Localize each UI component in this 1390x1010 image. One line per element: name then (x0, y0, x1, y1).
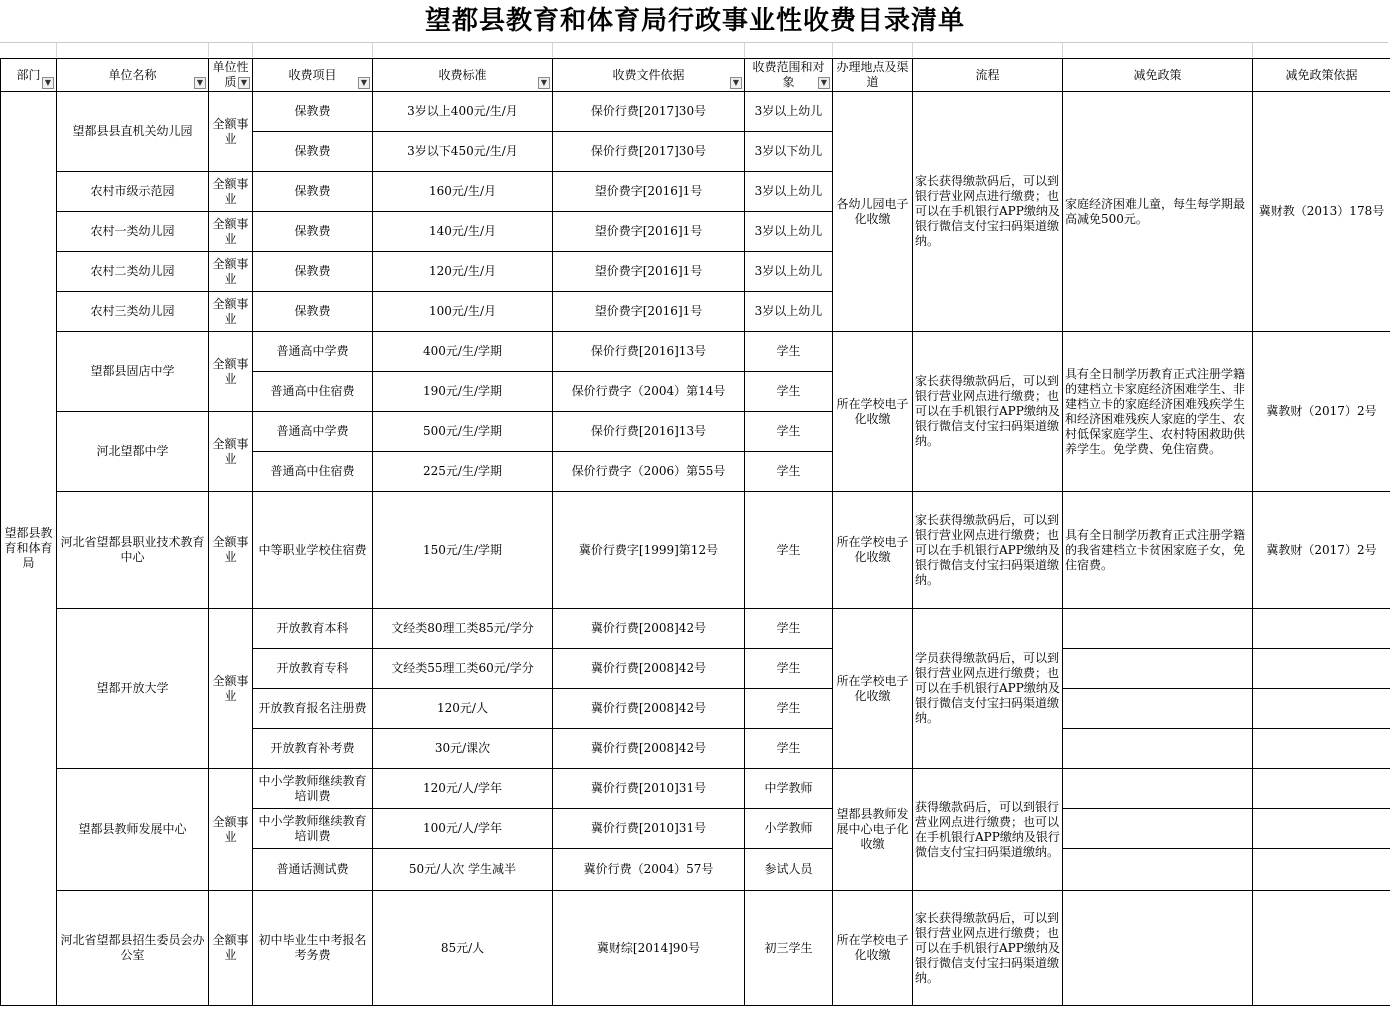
item-cell[interactable]: 普通高中住宿费 (253, 452, 373, 492)
basis-cell[interactable]: 冀价行费[2008]42号 (553, 729, 745, 769)
table-row (1, 492, 1390, 609)
scope-cell[interactable]: 学生 (745, 729, 833, 769)
standard-cell[interactable]: 85元/人 (373, 891, 553, 1006)
basis-cell[interactable]: 保价行费[2017]30号 (553, 132, 745, 172)
relief-basis-cell[interactable]: 冀财教（2013）178号 (1253, 92, 1390, 332)
unit-cell[interactable]: 河北省望都县职业技术教育中心 (57, 492, 209, 609)
unit-cell[interactable]: 望都开放大学 (57, 609, 209, 769)
relief-cell[interactable]: 具有全日制学历教育正式注册学籍的建档立卡家庭经济困难学生、非建档立卡的家庭经济困难残疾学生和经济困难残疾人家庭的学生、农村低保家庭学生、农村特困救助供养学生。免学费、免住宿费。 (1063, 332, 1253, 492)
header-nature[interactable]: 单位性质 ▼ (209, 59, 253, 92)
nature-cell[interactable]: 全额事业 (209, 92, 253, 172)
item-cell[interactable]: 初中毕业生中考报名考务费 (253, 891, 373, 1006)
scope-cell[interactable]: 参试人员 (745, 849, 833, 891)
item-cell[interactable]: 普通高中学费 (253, 332, 373, 372)
item-cell[interactable]: 开放教育专科 (253, 649, 373, 689)
standard-cell[interactable]: 120元/人/学年 (373, 769, 553, 809)
relief-cell[interactable] (1063, 769, 1253, 809)
scope-cell[interactable]: 学生 (745, 649, 833, 689)
relief-basis-cell[interactable] (1253, 689, 1390, 729)
basis-cell[interactable]: 冀价行费[2010]31号 (553, 769, 745, 809)
relief-cell[interactable] (1063, 891, 1253, 1006)
basis-cell[interactable]: 冀财综[2014]90号 (553, 891, 745, 1006)
scope-cell[interactable]: 3岁以上幼儿 (745, 172, 833, 212)
standard-cell[interactable]: 50元/人次 学生减半 (373, 849, 553, 891)
page-title: 望都县教育和体育局行政事业性收费目录清单 (424, 6, 965, 36)
filter-dropdown-icon[interactable]: ▼ (42, 77, 54, 89)
dept-cell[interactable]: 望都县教育和体育局 (1, 92, 57, 1006)
basis-cell[interactable]: 保价行费[2016]13号 (553, 412, 745, 452)
relief-basis-cell[interactable] (1253, 809, 1390, 849)
basis-cell[interactable]: 冀价行费[2008]42号 (553, 609, 745, 649)
unit-cell[interactable]: 农村一类幼儿园 (57, 212, 209, 252)
standard-cell[interactable]: 150元/生/学期 (373, 492, 553, 609)
basis-cell[interactable]: 保价行费[2017]30号 (553, 92, 745, 132)
scope-cell[interactable]: 学生 (745, 492, 833, 609)
relief-cell[interactable]: 具有全日制学历教育正式注册学籍的我省建档立卡贫困家庭子女，免住宿费。 (1063, 492, 1253, 609)
nature-cell[interactable]: 全额事业 (209, 252, 253, 292)
item-cell[interactable]: 开放教育本科 (253, 609, 373, 649)
header-unit[interactable]: 单位名称 ▼ (57, 59, 209, 92)
place-cell[interactable]: 望都县教师发展中心电子化收缴 (833, 769, 913, 891)
header-dept[interactable]: 部门 ▼ (1, 59, 57, 92)
unit-cell[interactable]: 望都县县直机关幼儿园 (57, 92, 209, 172)
process-cell[interactable]: 获得缴款码后，可以到银行营业网点进行缴费；也可以在手机银行APP缴纳及银行微信支付宝扫码渠道缴纳。 (913, 769, 1063, 891)
unit-cell[interactable]: 河北省望都县招生委员会办公室 (57, 891, 209, 1006)
standard-cell[interactable]: 文经类55理工类60元/学分 (373, 649, 553, 689)
relief-basis-cell[interactable] (1253, 849, 1390, 891)
unit-cell[interactable]: 农村三类幼儿园 (57, 292, 209, 332)
basis-cell[interactable]: 保价行费字（2004）第14号 (553, 372, 745, 412)
standard-cell[interactable]: 3岁以下450元/生/月 (373, 132, 553, 172)
item-cell[interactable]: 普通高中学费 (253, 412, 373, 452)
header-basis[interactable]: 收费文件依据 ▼ (553, 59, 745, 92)
table-row (1, 769, 1390, 809)
relief-cell[interactable] (1063, 649, 1253, 689)
unit-cell[interactable]: 望都县教师发展中心 (57, 769, 209, 891)
relief-basis-cell[interactable] (1253, 769, 1390, 809)
place-cell[interactable]: 各幼儿园电子化收缴 (833, 92, 913, 332)
header-standard[interactable]: 收费标准 ▼ (373, 59, 553, 92)
item-cell[interactable]: 普通话测试费 (253, 849, 373, 891)
blank-spacer-row (0, 42, 1388, 57)
scope-cell[interactable]: 学生 (745, 452, 833, 492)
basis-cell[interactable]: 冀价行费[2008]42号 (553, 689, 745, 729)
item-cell[interactable]: 保教费 (253, 212, 373, 252)
nature-cell[interactable]: 全额事业 (209, 292, 253, 332)
header-process[interactable]: 流程 (913, 59, 1063, 92)
nature-cell[interactable]: 全额事业 (209, 332, 253, 412)
basis-cell[interactable]: 望价费字[2016]1号 (553, 292, 745, 332)
basis-cell[interactable]: 望价费字[2016]1号 (553, 252, 745, 292)
relief-basis-cell[interactable] (1253, 609, 1390, 649)
nature-cell[interactable]: 全额事业 (209, 412, 253, 492)
item-cell[interactable]: 中小学教师继续教育培训费 (253, 809, 373, 849)
relief-basis-cell[interactable]: 冀教财（2017）2号 (1253, 492, 1390, 609)
basis-cell[interactable]: 望价费字[2016]1号 (553, 172, 745, 212)
nature-cell[interactable]: 全额事业 (209, 891, 253, 1006)
standard-cell[interactable]: 500元/生/学期 (373, 412, 553, 452)
nature-cell[interactable]: 全额事业 (209, 492, 253, 609)
filter-dropdown-icon[interactable]: ▼ (730, 77, 742, 89)
standard-cell[interactable]: 225元/生/学期 (373, 452, 553, 492)
scope-cell[interactable]: 初三学生 (745, 891, 833, 1006)
item-cell[interactable]: 保教费 (253, 292, 373, 332)
process-cell[interactable]: 家长获得缴款码后，可以到银行营业网点进行缴费；也可以在手机银行APP缴纳及银行微信支付宝扫码渠道缴纳。 (913, 492, 1063, 609)
header-place[interactable]: 办理地点及渠道 (833, 59, 913, 92)
scope-cell[interactable]: 3岁以上幼儿 (745, 92, 833, 132)
item-cell[interactable]: 中小学教师继续教育培训费 (253, 769, 373, 809)
relief-cell[interactable] (1063, 849, 1253, 891)
item-cell[interactable]: 保教费 (253, 132, 373, 172)
item-cell[interactable]: 保教费 (253, 92, 373, 132)
basis-cell[interactable]: 冀价行费字[1999]第12号 (553, 492, 745, 609)
process-cell[interactable]: 家长获得缴款码后，可以到银行营业网点进行缴费；也可以在手机银行APP缴纳及银行微信支付宝扫码渠道缴纳。 (913, 92, 1063, 332)
basis-cell[interactable]: 保价行费字（2006）第55号 (553, 452, 745, 492)
scope-cell[interactable]: 学生 (745, 609, 833, 649)
header-row (1, 59, 1390, 92)
scope-cell[interactable]: 学生 (745, 332, 833, 372)
relief-basis-cell[interactable]: 冀教财（2017）2号 (1253, 332, 1390, 492)
scope-cell[interactable]: 3岁以上幼儿 (745, 212, 833, 252)
basis-cell[interactable]: 冀价行费[2008]42号 (553, 649, 745, 689)
place-cell[interactable]: 所在学校电子化收缴 (833, 332, 913, 492)
item-cell[interactable]: 开放教育报名注册费 (253, 689, 373, 729)
header-relief-basis[interactable]: 减免政策依据 (1253, 59, 1390, 92)
scope-cell[interactable]: 3岁以上幼儿 (745, 252, 833, 292)
basis-cell[interactable]: 望价费字[2016]1号 (553, 212, 745, 252)
fee-table (0, 58, 1390, 1006)
relief-cell[interactable] (1063, 729, 1253, 769)
unit-cell[interactable]: 农村二类幼儿园 (57, 252, 209, 292)
standard-cell[interactable]: 100元/生/月 (373, 292, 553, 332)
filter-dropdown-icon[interactable]: ▼ (358, 77, 370, 89)
item-cell[interactable]: 保教费 (253, 172, 373, 212)
scope-cell[interactable]: 3岁以上幼儿 (745, 292, 833, 332)
relief-cell[interactable]: 家庭经济困难儿童，每生每学期最高减免500元。 (1063, 92, 1253, 332)
table-row (1, 609, 1390, 649)
basis-cell[interactable]: 冀价行费（2004）57号 (553, 849, 745, 891)
filter-dropdown-icon[interactable]: ▼ (238, 77, 250, 89)
scope-cell[interactable]: 小学教师 (745, 809, 833, 849)
relief-basis-cell[interactable] (1253, 891, 1390, 1006)
header-relief[interactable]: 减免政策 (1063, 59, 1253, 92)
standard-cell[interactable]: 3岁以上400元/生/月 (373, 92, 553, 132)
filter-dropdown-icon[interactable]: ▼ (818, 77, 830, 89)
scope-cell[interactable]: 3岁以下幼儿 (745, 132, 833, 172)
process-cell[interactable]: 家长获得缴款码后，可以到银行营业网点进行缴费；也可以在手机银行APP缴纳及银行微信支付宝扫码渠道缴纳。 (913, 332, 1063, 492)
standard-cell[interactable]: 160元/生/月 (373, 172, 553, 212)
standard-cell[interactable]: 120元/人 (373, 689, 553, 729)
nature-cell[interactable]: 全额事业 (209, 212, 253, 252)
relief-basis-cell[interactable] (1253, 729, 1390, 769)
standard-cell[interactable]: 100元/人/学年 (373, 809, 553, 849)
place-cell[interactable]: 所在学校电子化收缴 (833, 891, 913, 1006)
scope-cell[interactable]: 学生 (745, 689, 833, 729)
header-item[interactable]: 收费项目 ▼ (253, 59, 373, 92)
scope-cell[interactable]: 学生 (745, 412, 833, 452)
process-cell[interactable]: 学员获得缴款码后，可以到银行营业网点进行缴费；也可以在手机银行APP缴纳及银行微信支付宝扫码渠道缴纳。 (913, 609, 1063, 769)
standard-cell[interactable]: 190元/生/学期 (373, 372, 553, 412)
relief-cell[interactable] (1063, 689, 1253, 729)
relief-cell[interactable] (1063, 609, 1253, 649)
basis-cell[interactable]: 冀价行费[2010]31号 (553, 809, 745, 849)
table-row (1, 891, 1390, 1006)
standard-cell[interactable]: 30元/课次 (373, 729, 553, 769)
item-cell[interactable]: 开放教育补考费 (253, 729, 373, 769)
unit-cell[interactable]: 农村市级示范园 (57, 172, 209, 212)
unit-cell[interactable]: 河北望都中学 (57, 412, 209, 492)
standard-cell[interactable]: 文经类80理工类85元/学分 (373, 609, 553, 649)
nature-cell[interactable]: 全额事业 (209, 769, 253, 891)
filter-dropdown-icon[interactable]: ▼ (538, 77, 550, 89)
place-cell[interactable]: 所在学校电子化收缴 (833, 609, 913, 769)
process-cell[interactable]: 家长获得缴款码后，可以到银行营业网点进行缴费；也可以在手机银行APP缴纳及银行微信支付宝扫码渠道缴纳。 (913, 891, 1063, 1006)
place-cell[interactable]: 所在学校电子化收缴 (833, 492, 913, 609)
basis-cell[interactable]: 保价行费[2016]13号 (553, 332, 745, 372)
table-row (1, 92, 1390, 132)
item-cell[interactable]: 保教费 (253, 252, 373, 292)
standard-cell[interactable]: 400元/生/学期 (373, 332, 553, 372)
filter-dropdown-icon[interactable]: ▼ (194, 77, 206, 89)
relief-basis-cell[interactable] (1253, 649, 1390, 689)
item-cell[interactable]: 中等职业学校住宿费 (253, 492, 373, 609)
item-cell[interactable]: 普通高中住宿费 (253, 372, 373, 412)
nature-cell[interactable]: 全额事业 (209, 609, 253, 769)
nature-cell[interactable]: 全额事业 (209, 172, 253, 212)
scope-cell[interactable]: 中学教师 (745, 769, 833, 809)
table-row (1, 332, 1390, 372)
header-scope[interactable]: 收费范围和对象 ▼ (745, 59, 833, 92)
standard-cell[interactable]: 140元/生/月 (373, 212, 553, 252)
unit-cell[interactable]: 望都县固店中学 (57, 332, 209, 412)
scope-cell[interactable]: 学生 (745, 372, 833, 412)
standard-cell[interactable]: 120元/生/月 (373, 252, 553, 292)
relief-cell[interactable] (1063, 809, 1253, 849)
